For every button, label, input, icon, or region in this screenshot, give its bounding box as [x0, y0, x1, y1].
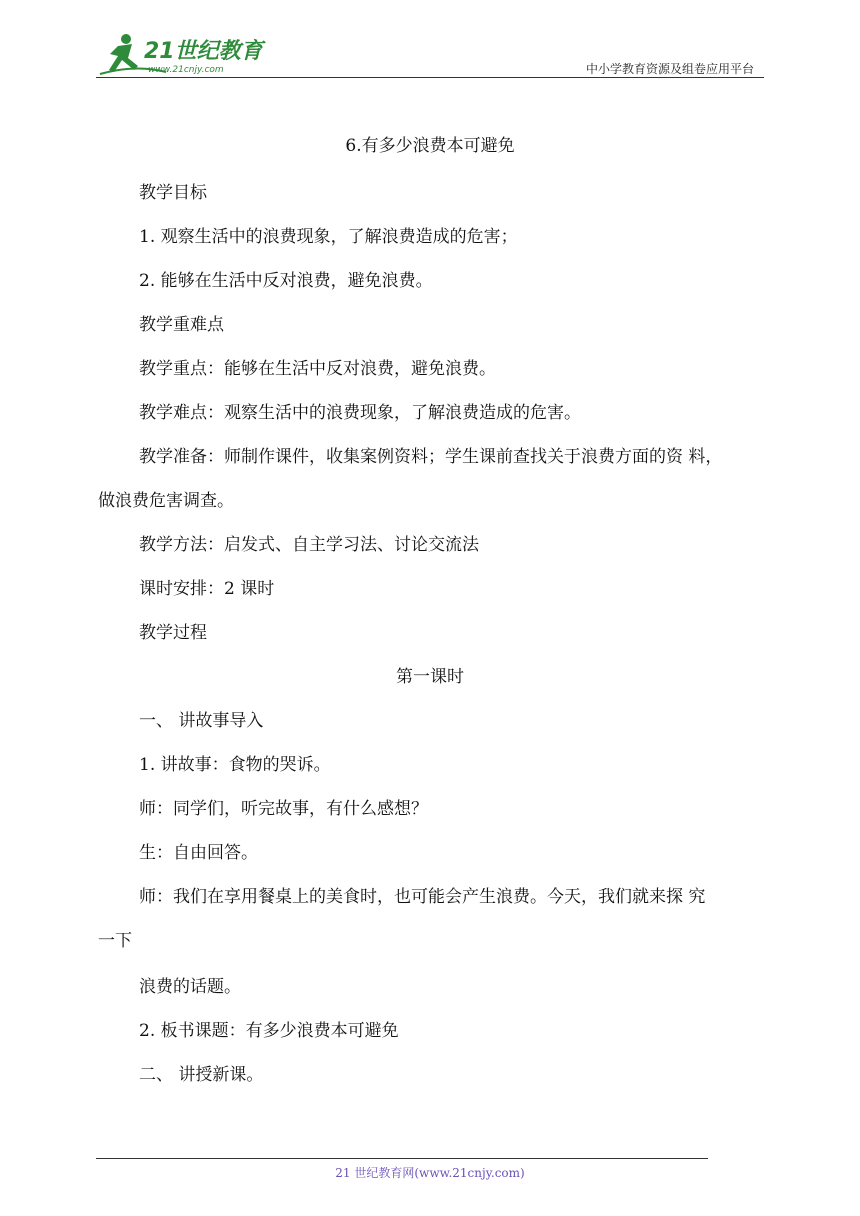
teaching-methods: 教学方法：启发式、自主学习法、讨论交流法 [139, 535, 479, 555]
section-1-heading: 一、 讲故事导入 [139, 711, 264, 731]
lesson-one-heading: 第一课时 [396, 667, 464, 687]
teacher-intro-line-3: 浪费的话题。 [139, 977, 241, 997]
logo-url-text: www.21cnjy.com [148, 65, 224, 75]
objective-2: 2. 能够在生活中反对浪费，避免浪费。 [139, 271, 433, 291]
document-title: 6.有多少浪费本可避免 [345, 136, 515, 156]
teacher-intro-line-1: 师：我们在享用餐桌上的美食时，也可能会产生浪费。今天，我们就来探 究 [139, 887, 706, 907]
preparation-line-2: 做浪费危害调查。 [98, 491, 234, 511]
story-item: 1. 讲故事：食物的哭诉。 [139, 755, 331, 775]
preparation-line-1: 教学准备：师制作课件，收集案例资料；学生课前查找关于浪费方面的资 料， [139, 447, 723, 467]
heading-objectives: 教学目标 [139, 183, 207, 203]
teacher-intro-line-2: 一下 [98, 931, 132, 951]
board-title-item: 2. 板书课题：有多少浪费本可避免 [139, 1021, 399, 1041]
site-logo [96, 30, 266, 80]
heading-key-points: 教学重难点 [139, 315, 224, 335]
objective-1: 1. 观察生活中的浪费现象，了解浪费造成的危害； [139, 227, 518, 247]
key-point: 教学重点：能够在生活中反对浪费，避免浪费。 [139, 359, 496, 379]
header-divider [96, 77, 764, 78]
class-hours: 课时安排：2 课时 [139, 579, 275, 599]
difficult-point: 教学难点：观察生活中的浪费现象，了解浪费造成的危害。 [139, 403, 581, 423]
student-answer: 生：自由回答。 [139, 843, 258, 863]
runner-logo-icon [96, 30, 266, 80]
footer-link[interactable]: 21 世纪教育网(www.21cnjy.com) [335, 1166, 525, 1180]
teacher-question: 师：同学们，听完故事，有什么感想？ [139, 799, 428, 819]
heading-process: 教学过程 [139, 623, 207, 643]
section-2-heading: 二、 讲授新课。 [139, 1065, 264, 1085]
footer-divider [96, 1158, 708, 1159]
logo-text: 21世纪教育 [144, 39, 263, 64]
platform-name: 中小学教育资源及组卷应用平台 [585, 62, 754, 76]
